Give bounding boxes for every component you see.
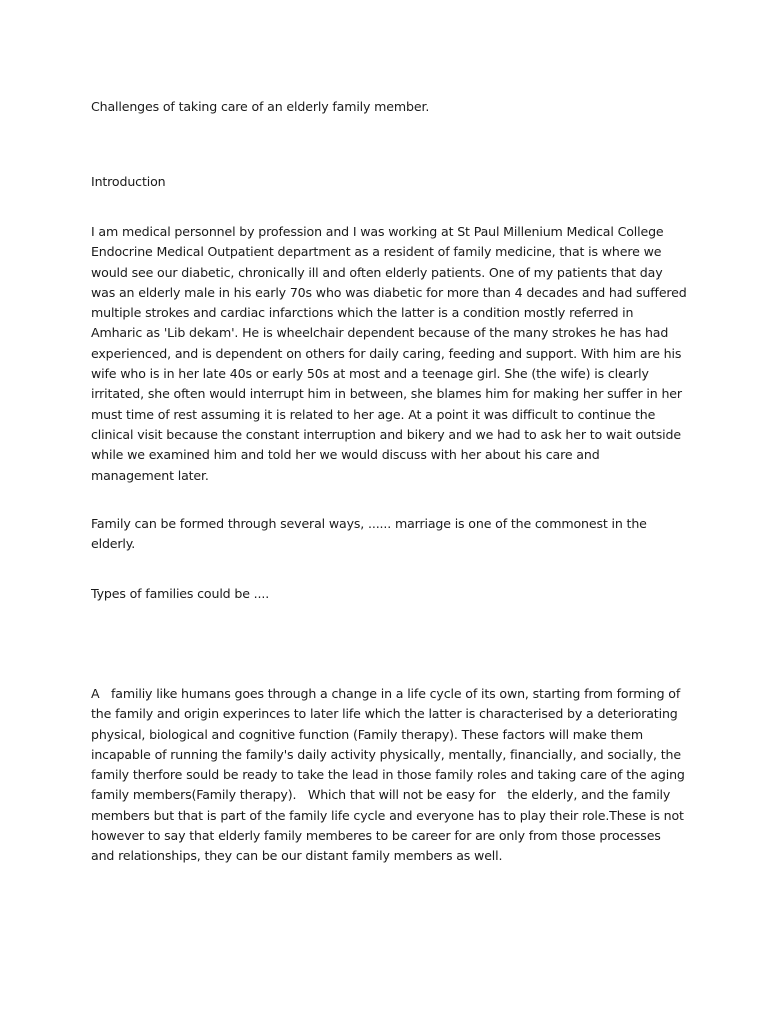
paragraph-line: A familiy like humans goes through a change in a life cycle of its own, starting from forming of <box>91 686 681 701</box>
paragraph-line: members but that is part of the family life cycle and everyone has to play their role.These is not <box>91 807 684 823</box>
paragraph-line: however to say that elderly family memberes to be career for are only from those processes <box>91 828 661 844</box>
paragraph-family-formation <box>91 514 691 555</box>
paragraph-line: elderly. <box>91 536 136 552</box>
paragraph-line: Endocrine Medical Outpatient department as a resident of family medicine, that is where we <box>91 244 662 260</box>
paragraph-family-types <box>91 584 691 604</box>
paragraph-line: physical, biological and cognitive function (Family therapy). These factors will make them <box>91 726 643 742</box>
paragraph-line: I am medical personnel by profession and I was working at St Paul Millenium Medical College <box>91 224 664 239</box>
paragraph-line: management later. <box>91 467 209 483</box>
paragraph-line: irritated, she often would interrupt him in between, she blames him for making her suffer in her <box>91 386 682 402</box>
paragraph-line: multiple strokes and cardiac infarctions which the latter is a condition mostly referred in <box>91 305 634 321</box>
paragraph-line: family members(Family therapy). Which that will not be easy for the elderly, and the family <box>91 787 671 803</box>
paragraph-line: Types of families could be .... <box>91 586 270 601</box>
paragraph-introduction-case <box>91 222 691 486</box>
paragraph-line: Amharic as 'Lib dekam'. He is wheelchair dependent because of the many strokes he has had <box>91 325 669 341</box>
document-title <box>91 97 691 117</box>
document-title-text: Challenges of taking care of an elderly family member. <box>91 99 430 114</box>
paragraph-family-life-cycle <box>91 684 691 867</box>
paragraph-line: would see our diabetic, chronically ill and often elderly patients. One of my patients that day <box>91 264 663 280</box>
introduction-heading <box>91 172 691 192</box>
paragraph-line: wife who is in her late 40s or early 50s at most and a teenage girl. She (the wife) is clearly <box>91 366 649 382</box>
paragraph-line: experienced, and is dependent on others for daily caring, feeding and support. With him are his <box>91 345 682 361</box>
paragraph-line: the family and origin experinces to later life which the latter is characterised by a deteriorating <box>91 706 678 722</box>
paragraph-line: while we examined him and told her we would discuss with her about his care and <box>91 447 600 463</box>
paragraph-line: must time of rest assuming it is related to her age. At a point it was difficult to continue the <box>91 406 656 422</box>
paragraph-line: clinical visit because the constant interruption and bikery and we had to ask her to wait outside <box>91 426 681 442</box>
paragraph-line: family therfore sould be ready to take the lead in those family roles and taking care of the aging <box>91 767 685 783</box>
paragraph-line: and relationships, they can be our distant family members as well. <box>91 848 503 864</box>
paragraph-line: Family can be formed through several ways, ...... marriage is one of the commonest in the <box>91 516 647 531</box>
paragraph-line: was an elderly male in his early 70s who was diabetic for more than 4 decades and had suffered <box>91 284 687 300</box>
paragraph-line: incapable of running the family's daily activity physically, mentally, financially, and socially, the <box>91 746 681 762</box>
introduction-heading-text: Introduction <box>91 174 166 189</box>
